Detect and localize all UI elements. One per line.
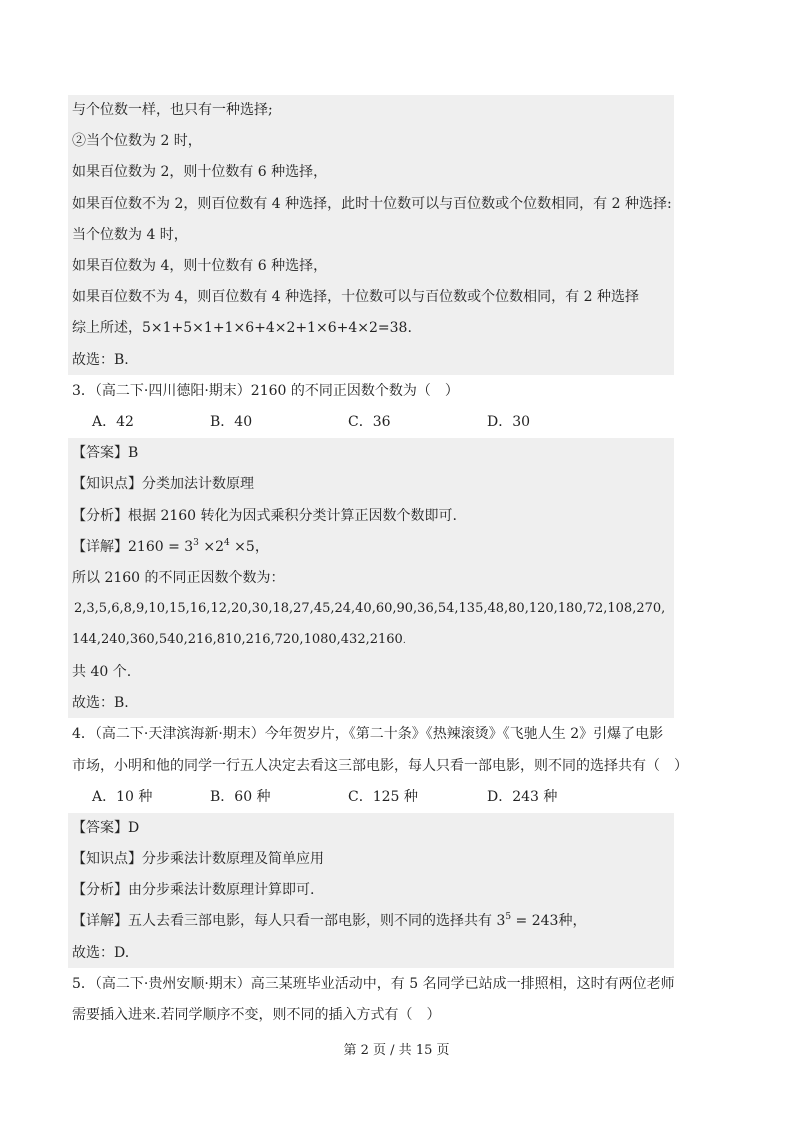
q2-line-3: 如果百位数为 2，则十位数有 6 种选择， <box>72 164 328 180</box>
q5-stem-line-1: 5．（高二下·贵州安顺·期末）高三某班毕业活动中，有 5 名同学已站成一排照相，这时有两位老师 <box>72 976 675 992</box>
q4-stem-line-2: 市场，小明和他的同学一行五人决定去看这三部电影，每人只看一部电影，则不同的选择共有（ ） <box>72 758 688 774</box>
q4-option-b: B．60 种 <box>210 789 271 805</box>
q3-detail <box>72 537 269 557</box>
q3-list-line-2-end: . <box>402 636 406 646</box>
q2-summary-suffix: . <box>407 320 412 336</box>
q3-detail-mid: ×2 <box>198 539 224 555</box>
q3-answer: 【答案】B <box>72 445 139 461</box>
q3-list-line-1: 2,3,5,6,8,9,10,15,16,12,20,30,18,27,45,24,40,60,90,36,54,135,48,80,120,180,72,108,270, <box>74 601 666 616</box>
q3-list-intro: 所以 2160 的不同正因数个数为： <box>72 570 285 586</box>
q4-detail-suffix: = 243种， <box>511 913 587 929</box>
q2-choice: 故选：B. <box>72 352 129 368</box>
q4-knowledge: 【知识点】分步乘法计数原理及简单应用 <box>72 851 324 867</box>
q4-choice: 故选：D. <box>72 945 130 961</box>
q3-detail-suffix: ×5， <box>229 539 269 555</box>
q4-option-d: D．243 种 <box>487 789 558 805</box>
q3-analysis: 【分析】根据 2160 转化为因式乘积分类计算正因数个数即可. <box>72 508 457 524</box>
q4-option-c: C．125 种 <box>348 789 418 805</box>
q4-answer: 【答案】D <box>72 820 140 836</box>
q3-detail-exp2: 4 <box>224 538 230 548</box>
page-footer: 第 2 页 / 共 15 页 <box>343 1043 450 1058</box>
q3-option-c: C．36 <box>348 414 391 430</box>
q2-line-7: 如果百位数不为 4，则百位数有 4 种选择，十位数可以与百位数或个位数相同，有 2 种选择 <box>72 289 639 305</box>
q3-list-line-2-values: 144,240,360,540,216,810,216,720,1080,432,2160 <box>72 632 403 647</box>
q2-line-5: 当个位数为 4 时， <box>72 227 188 243</box>
q3-detail-prefix: 【详解】2160 = 3 <box>72 539 194 555</box>
q3-knowledge: 【知识点】分类加法计数原理 <box>72 476 254 492</box>
q2-summary-formula: 5×1+5×1+1×6+4×2+1×6+4×2=38 <box>142 320 408 336</box>
q4-detail-prefix: 【详解】五人去看三部电影，每人只看一部电影，则不同的选择共有 3 <box>72 913 506 929</box>
q3-choice: 故选：B. <box>72 695 129 711</box>
q4-detail <box>72 911 586 931</box>
q4-analysis: 【分析】由分步乘法计数原理计算即可. <box>72 882 315 898</box>
q4-detail-exp: 5 <box>505 912 512 922</box>
q3-total: 共 40 个. <box>72 664 132 680</box>
q2-summary-prefix: 综上所述， <box>72 320 142 336</box>
q3-option-a: A．42 <box>92 414 134 430</box>
q3-option-b: B．40 <box>210 414 253 430</box>
q2-line-4: 如果百位数不为 2，则百位数有 4 种选择，此时十位数可以与百位数或个位数相同，有 2 种选择: <box>72 196 672 212</box>
q3-detail-exp1: 3 <box>193 538 199 548</box>
q2-line-6: 如果百位数为 4，则十位数有 6 种选择， <box>72 258 328 274</box>
q4-option-a: A．10 种 <box>92 789 153 805</box>
q3-list-line-2 <box>72 630 406 651</box>
q2-line-2: ②当个位数为 2 时， <box>72 133 202 149</box>
q2-summary <box>72 318 412 338</box>
q2-line-1: 与个位数一样，也只有一种选择; <box>72 102 273 118</box>
q5-stem-line-2: 需要插入进来.若同学顺序不变，则不同的插入方式有（ ） <box>72 1007 441 1023</box>
q3-stem: 3．（高二下·四川德阳·期末）2160 的不同正因数个数为（ ） <box>72 383 459 399</box>
q3-option-d: D．30 <box>487 414 531 430</box>
q4-stem-line-1: 4．（高二下·天津滨海新·期末）今年贺岁片，《第二十条》《热辣滚烫》《飞驰人生 2》引爆了电影 <box>72 726 664 742</box>
